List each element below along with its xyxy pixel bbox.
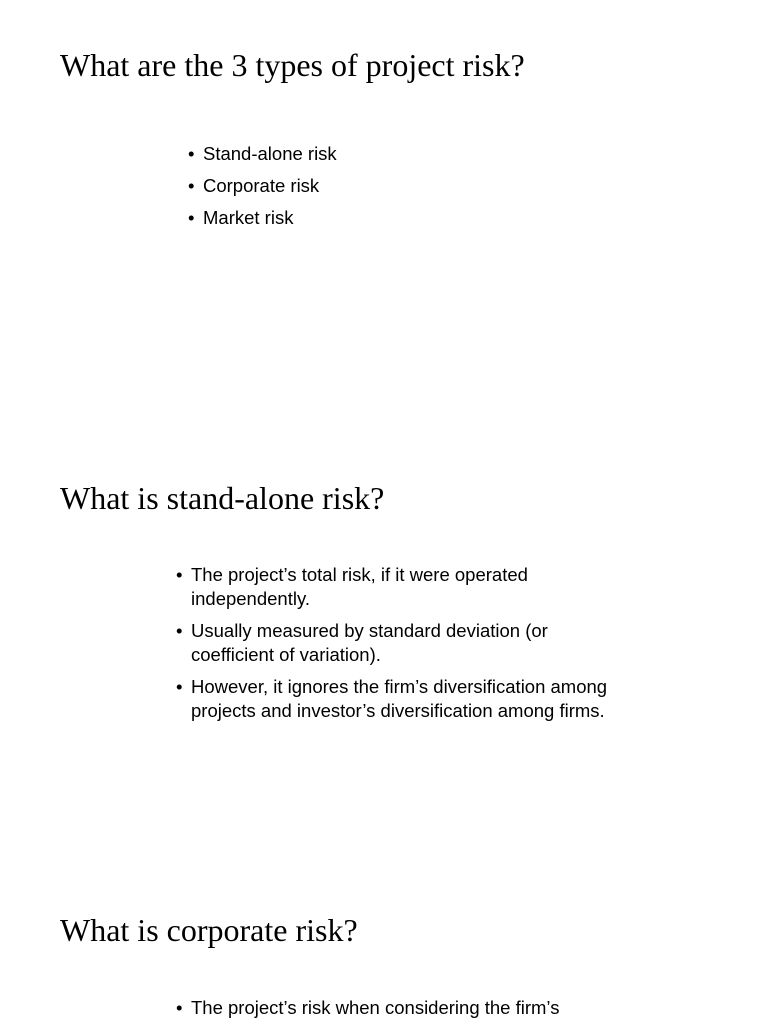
- bullet-list: [176, 563, 616, 731]
- bullet-list: [176, 996, 616, 1020]
- slide-corporate-risk: [0, 850, 768, 1024]
- bullet-item: • Usually measured by standard deviation (or coefficient of variation).: [176, 619, 616, 667]
- bullet-item: • Corporate risk: [188, 174, 588, 198]
- bullet-item: • Stand-alone risk: [188, 142, 588, 166]
- bullet-item: • The project’s total risk, if it were operated independently.: [176, 563, 616, 611]
- slide-stand-alone-risk: [0, 420, 768, 850]
- bullet-item: • However, it ignores the firm’s diversification among projects and investor’s diversification among firms.: [176, 675, 616, 723]
- slide-title: What is corporate risk?: [60, 912, 358, 948]
- bullet-item: • Market risk: [188, 206, 588, 230]
- slide-title: What are the 3 types of project risk?: [60, 47, 525, 83]
- slide-title: What is stand-alone risk?: [60, 480, 385, 516]
- bullet-list: [188, 142, 588, 238]
- bullet-item: • The project’s risk when considering the firm’s: [176, 996, 616, 1020]
- slide-project-risk-types: [0, 0, 768, 420]
